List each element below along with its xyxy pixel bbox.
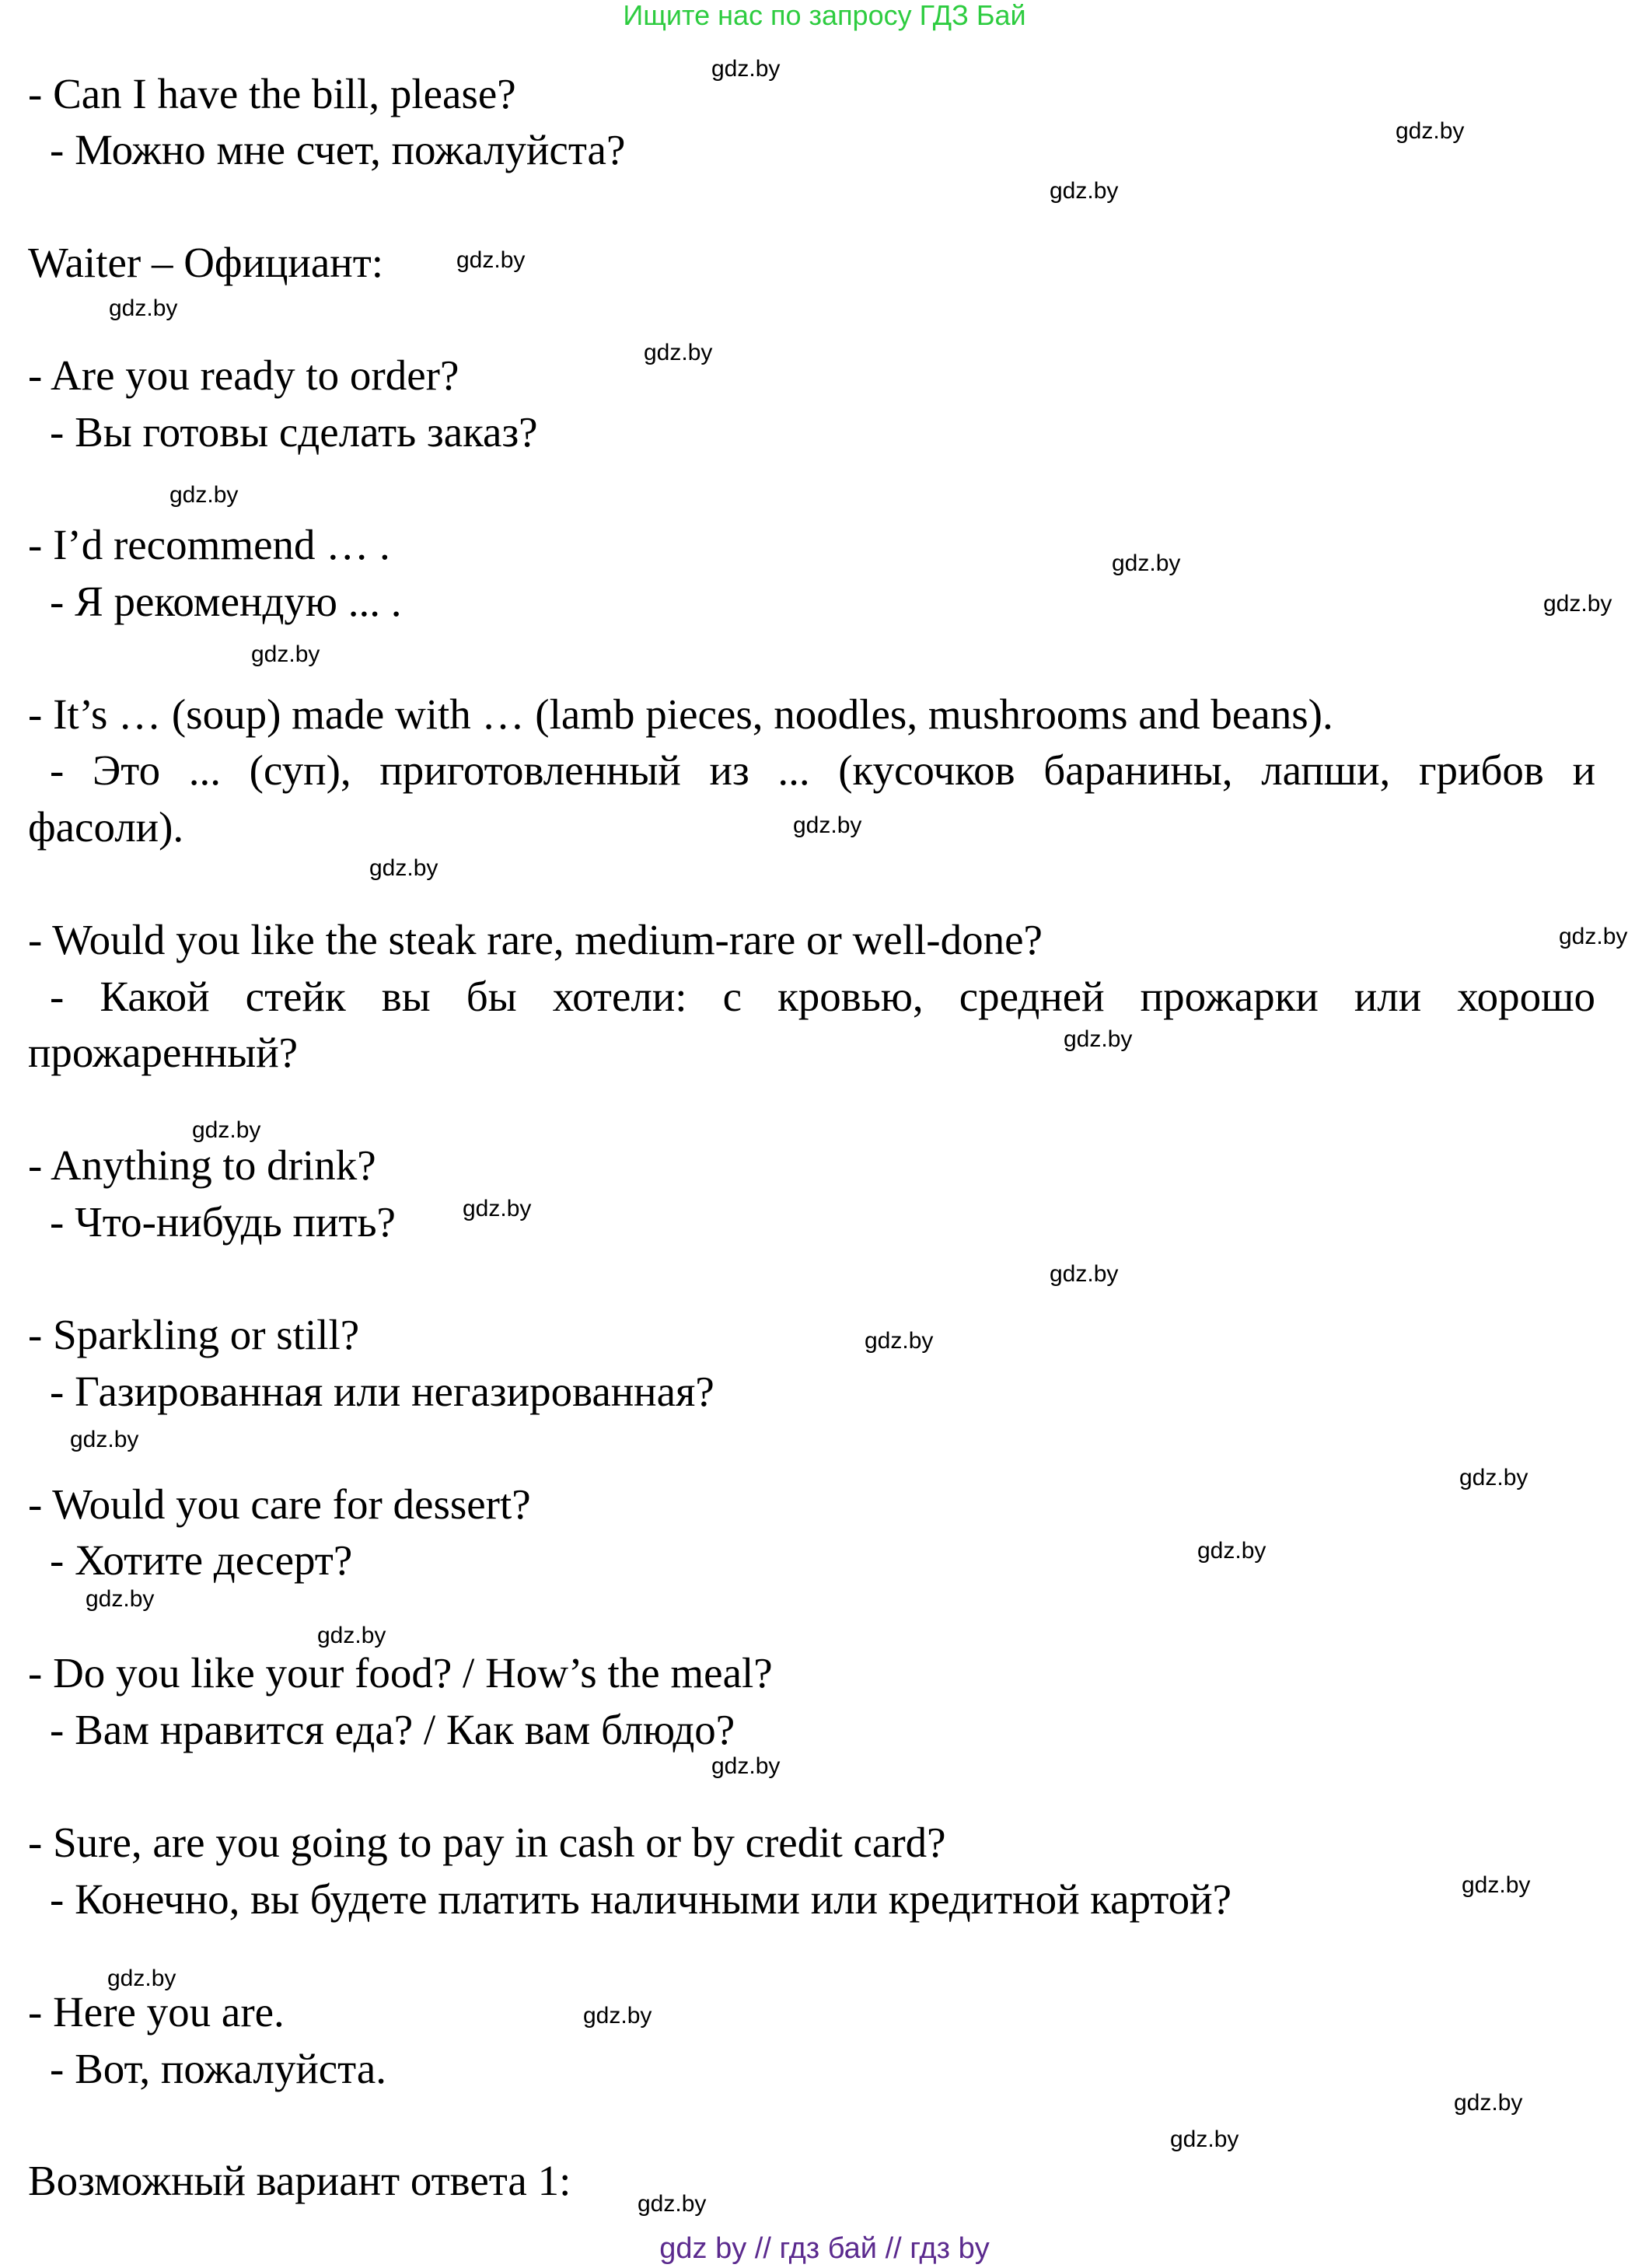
line-ru-drink: - Что-нибудь пить? xyxy=(50,1198,396,1246)
line-ru-bill: - Можно мне счет, пожалуйста? xyxy=(50,126,626,173)
watermark: gdz.by xyxy=(109,295,178,321)
line-ru-sparkling: - Газированная или негазированная? xyxy=(50,1368,714,1415)
watermark: gdz.by xyxy=(463,1196,532,1221)
watermark: gdz.by xyxy=(865,1328,934,1354)
line-en-dessert: - Would you care for dessert? xyxy=(28,1480,531,1528)
watermark: gdz.by xyxy=(1559,924,1628,949)
watermark: gdz.by xyxy=(1050,1261,1119,1287)
watermark: gdz.by xyxy=(369,855,438,881)
watermark: gdz.by xyxy=(1064,1026,1133,1052)
top-banner: Ищите нас по запросу ГДЗ Бай xyxy=(623,0,1026,31)
watermark: gdz.by xyxy=(1170,2126,1239,2152)
watermark: gdz.by xyxy=(644,340,713,365)
watermark: gdz.by xyxy=(711,56,781,82)
line-en-sparkling: - Sparkling or still? xyxy=(28,1311,360,1358)
watermark: gdz.by xyxy=(583,2003,652,2029)
watermark: gdz.by xyxy=(1459,1465,1528,1490)
line-ru-food: - Вам нравится еда? / Как вам блюдо? xyxy=(50,1706,735,1753)
line-en-steak: - Would you like the steak rare, medium-rare or well-done? xyxy=(28,916,1043,963)
watermark: gdz.by xyxy=(1396,118,1465,144)
line-ru-steak: - Какой стейк вы бы хотели: с кровью, средней прожарки или хорошо xyxy=(50,973,1595,1020)
watermark: gdz.by xyxy=(1197,1538,1266,1564)
watermark: gdz.by xyxy=(107,1966,176,1991)
footer-links: gdz by // гдз бай // гдз by xyxy=(659,2232,990,2265)
watermark: gdz.by xyxy=(711,1753,781,1779)
line-en-bill: - Can I have the bill, please? xyxy=(28,70,516,117)
line-ru-soup: - Это ... (суп), приготовленный из ... (кусочков баранины, лапши, грибов и xyxy=(50,746,1595,794)
line-ru-here: - Вот, пожалуйста. xyxy=(50,2045,387,2092)
watermark: gdz.by xyxy=(793,812,862,838)
line-en-pay: - Sure, are you going to pay in cash or by credit card? xyxy=(28,1819,946,1866)
line-en-soup: - It’s … (soup) made with … (lamb pieces, noodles, mushrooms and beans). xyxy=(28,690,1333,738)
watermark: gdz.by xyxy=(1454,2090,1523,2116)
line-en-food: - Do you like your food? / How’s the meal? xyxy=(28,1649,773,1697)
line-ru-recommend: - Я рекомендую ... . xyxy=(50,578,402,625)
watermark: gdz.by xyxy=(1112,550,1181,576)
line-ru-pay: - Конечно, вы будете платить наличными или кредитной картой? xyxy=(50,1875,1232,1923)
watermark: gdz.by xyxy=(456,247,526,273)
watermark: gdz.by xyxy=(70,1427,139,1452)
watermark: gdz.by xyxy=(1050,178,1119,204)
line-en-recommend: - I’d recommend … . xyxy=(28,521,390,568)
line-en-drink: - Anything to drink? xyxy=(28,1141,376,1189)
watermark: gdz.by xyxy=(169,482,239,508)
line-ru-soup-cont: фасоли). xyxy=(28,803,184,851)
watermark: gdz.by xyxy=(1543,591,1612,617)
line-ru-dessert: - Хотите десерт? xyxy=(50,1536,353,1584)
watermark: gdz.by xyxy=(1462,1872,1531,1898)
line-answer-heading: Возможный вариант ответа 1: xyxy=(28,2157,571,2204)
watermark: gdz.by xyxy=(317,1623,386,1648)
line-ru-ready: - Вы готовы сделать заказ? xyxy=(50,408,538,456)
line-en-here: - Here you are. xyxy=(28,1988,285,2036)
watermark: gdz.by xyxy=(638,2191,707,2217)
watermark: gdz.by xyxy=(251,641,320,667)
watermark: gdz.by xyxy=(192,1117,261,1143)
watermark: gdz.by xyxy=(86,1586,155,1612)
line-waiter-heading: Waiter – Официант: xyxy=(28,239,384,286)
line-en-ready: - Are you ready to order? xyxy=(28,351,459,399)
line-ru-steak-cont: прожаренный? xyxy=(28,1029,299,1076)
